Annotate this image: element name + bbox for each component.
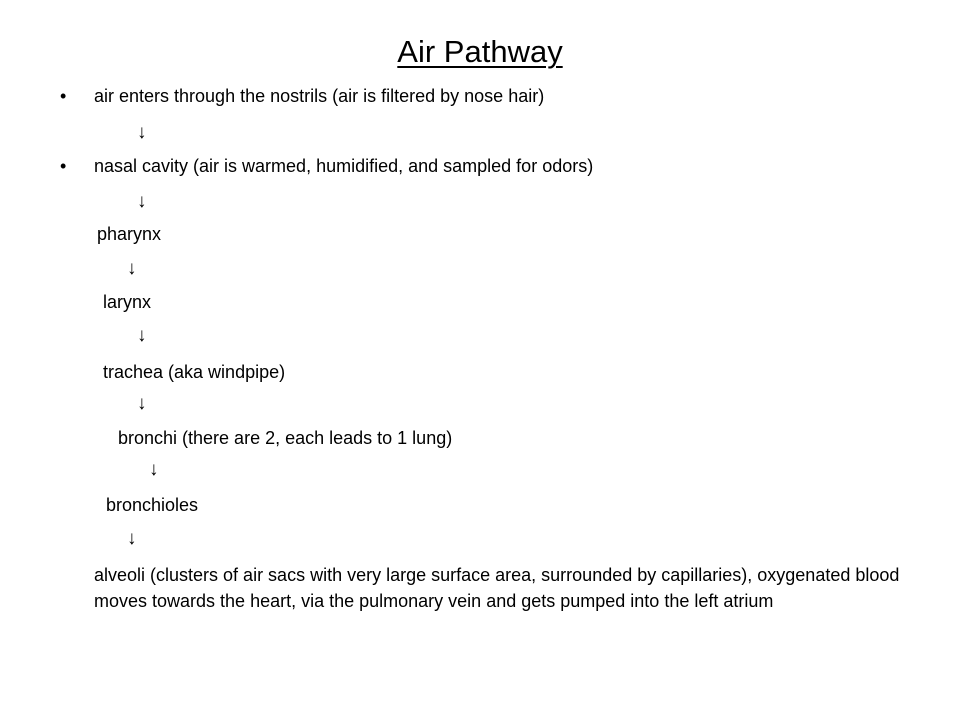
step-pharynx: pharynx xyxy=(97,224,162,244)
step-alveoli: alveoli (clusters of air sacs with very large surface area, surrounded by capillaries), oxygenated blood moves towards the heart, via the pulmonary vein and gets pumped into the left atrium xyxy=(94,565,900,611)
step-bronchioles: bronchioles xyxy=(106,495,199,515)
bullet-marker: • xyxy=(60,86,67,106)
down-arrow-icon: ↓ xyxy=(127,528,137,549)
down-arrow-icon: ↓ xyxy=(137,122,147,143)
step-trachea: trachea (aka windpipe) xyxy=(103,362,286,382)
step-bronchi: bronchi (there are 2, each leads to 1 lung) xyxy=(118,428,453,448)
down-arrow-icon: ↓ xyxy=(127,258,137,279)
step-larynx: larynx xyxy=(103,292,152,312)
bullet-marker: • xyxy=(60,156,67,176)
step-nasal-cavity: nasal cavity (air is warmed, humidified, and sampled for odors) xyxy=(94,156,594,176)
down-arrow-icon: ↓ xyxy=(137,191,147,212)
down-arrow-icon: ↓ xyxy=(137,325,147,346)
step-nostrils: air enters through the nostrils (air is filtered by nose hair) xyxy=(94,86,545,106)
down-arrow-icon: ↓ xyxy=(137,393,147,414)
down-arrow-icon: ↓ xyxy=(149,459,159,480)
slide-title: Air Pathway xyxy=(397,34,563,69)
